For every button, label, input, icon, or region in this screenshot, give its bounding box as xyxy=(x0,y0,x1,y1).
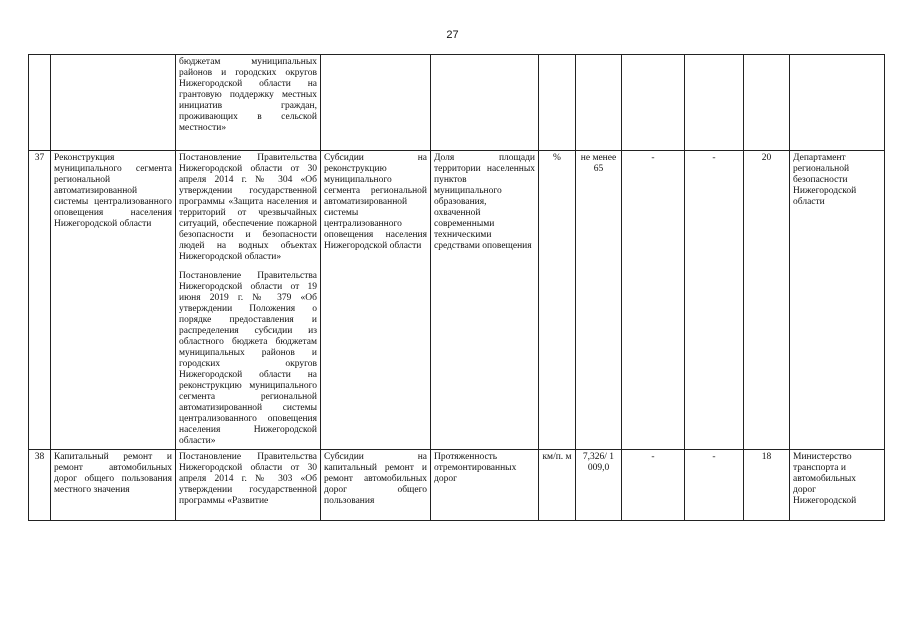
cell-indicator: Доля площади территории населенных пунктов муниципального образования, охваченной современными техническими средствами оповещения xyxy=(431,151,539,450)
legal-basis-paragraph: Постановление Правительства Нижегородской области от 30 апреля 2014 г. № 303 «Об утверждении государственной программы «Развитие xyxy=(179,452,317,507)
cell-year-3: 18 xyxy=(744,450,790,521)
cell-year-1 xyxy=(622,55,685,151)
legal-basis-paragraph: Постановление Правительства Нижегородской области от 30 апреля 2014 г. № 304 «Об утверждении государственной программы «Защита населения и территорий от чрезвычайных ситуаций, обеспечение пожарной безопасности и безопасности людей на водных объектах Нижегородской области» xyxy=(179,153,317,263)
cell-number xyxy=(29,55,51,151)
cell-target-value: 7,326/ 1 009,0 xyxy=(576,450,622,521)
cell-year-2: - xyxy=(685,450,744,521)
cell-year-2: - xyxy=(685,151,744,450)
cell-year-3 xyxy=(744,55,790,151)
cell-year-2 xyxy=(685,55,744,151)
cell-measure-name: Реконструкция муниципального сегмента региональной автоматизированной системы централизованного оповещения населения Нижегородской области xyxy=(51,151,176,450)
cell-unit: % xyxy=(539,151,576,450)
table-row xyxy=(29,151,885,450)
cell-legal-basis xyxy=(176,450,321,521)
cell-number: 38 xyxy=(29,450,51,521)
cell-unit xyxy=(539,55,576,151)
cell-purpose: Субсидии на капитальный ремонт и ремонт автомобильных дорог общего пользования xyxy=(321,450,431,521)
cell-year-1: - xyxy=(622,450,685,521)
cell-year-1: - xyxy=(622,151,685,450)
cell-responsible-department: Департамент региональной безопасности Нижегородской области xyxy=(790,151,885,450)
cell-indicator xyxy=(431,55,539,151)
cell-target-value xyxy=(576,55,622,151)
table-row xyxy=(29,450,885,521)
cell-indicator: Протяженность отремонтированных дорог xyxy=(431,450,539,521)
cell-legal-basis xyxy=(176,151,321,450)
paragraph-spacer xyxy=(179,263,317,271)
cell-responsible-department xyxy=(790,55,885,151)
measures-table xyxy=(28,54,885,521)
table-row xyxy=(29,55,885,151)
cell-number: 37 xyxy=(29,151,51,450)
cell-responsible-department: Министерство транспорта и автомобильных дорог Нижегородской xyxy=(790,450,885,521)
cell-measure-name xyxy=(51,55,176,151)
page-number: 27 xyxy=(446,29,459,41)
legal-basis-paragraph: бюджетам муниципальных районов и городских округов Нижегородской области на грантовую поддержку местных инициатив граждан, проживающих в сельской местности» xyxy=(179,57,317,134)
cell-measure-name: Капитальный ремонт и ремонт автомобильных дорог общего пользования местного значения xyxy=(51,450,176,521)
cell-legal-basis xyxy=(176,55,321,151)
cell-unit: км/п. м xyxy=(539,450,576,521)
cell-target-value: не менее 65 xyxy=(576,151,622,450)
cell-purpose: Субсидии на реконструкцию муниципального сегмента региональной автоматизированной системы централизованного оповещения населения Нижегородской области xyxy=(321,151,431,450)
cell-purpose xyxy=(321,55,431,151)
cell-year-3: 20 xyxy=(744,151,790,450)
legal-basis-paragraph: Постановление Правительства Нижегородской области от 19 июня 2019 г. № 379 «Об утверждении Положения о порядке предоставления и распределения субсидии из областного бюджета бюджетам муниципальных районов и городских округов Нижегородской области на реконструкцию муниципального сегмента региональной автоматизированной системы централизованного оповещения населения Нижегородской области» xyxy=(179,271,317,447)
